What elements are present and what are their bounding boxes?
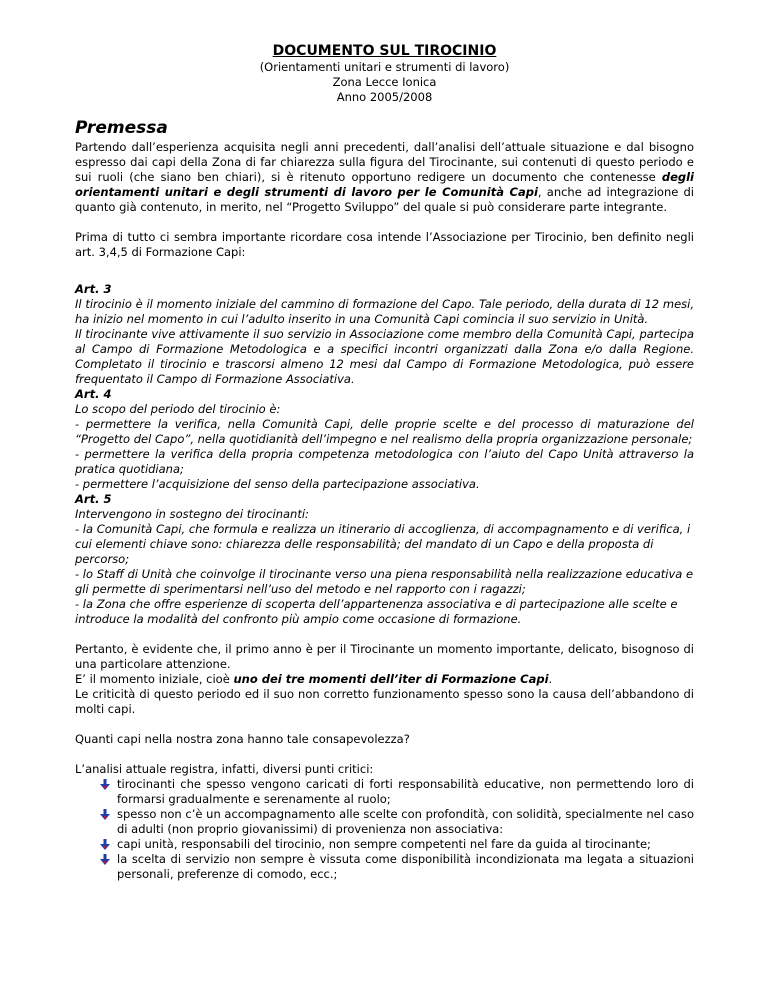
document-header (75, 42, 694, 105)
arrow-down-bullet-icon (100, 779, 110, 790)
list-item (100, 837, 694, 852)
question-paragraph: Quanti capi nella nostra zona hanno tale consapevolezza? (75, 732, 410, 746)
art3-paragraph-1: Il tirocinio è il momento iniziale del cammino di formazione del Capo. Tale periodo, della durata di 12 mesi, ha inizio nel momento in cui l’adulto inserito in una Comunità Capi comincia il suo servizio in Unità. (75, 297, 694, 326)
art5-line: - la Comunità Capi, che formula e realizza un itinerario di accoglienza, di accompagnamento e di verifica, i cui elementi chiave sono: chiarezza delle responsabilità; del mandato di un Capo e della proposta di percorso; (75, 522, 691, 566)
art5-line: Intervengono in sostegno dei tirocinanti: (75, 507, 309, 521)
art4-line: - permettere la verifica, nella Comunità Capi, delle proprie scelte e del processo di maturazione del “Progetto del Capo”, nella quotidianità dell’impegno e nel realismo della propria organizzazione personale; (75, 417, 694, 446)
body-text-a: E’ il momento iniziale, cioè (75, 672, 234, 686)
section-heading-premessa: Premessa (75, 118, 168, 138)
arrow-down-bullet-icon (100, 809, 110, 820)
body-text-c: . (548, 672, 553, 686)
art4-line: Lo scopo del periodo del tirocinio è: (75, 402, 281, 416)
intro-paragraph: Prima di tutto ci sembra importante ricordare cosa intende l’Associazione per Tirocinio, ben definito negli art. 3,4,5 di Formazione Capi: (75, 230, 694, 259)
premessa-paragraph (75, 140, 694, 215)
art4-line: - permettere la verifica della propria competenza metodologica con l’aiuto del Capo Unità attraverso la pratica quotidiana; (75, 447, 694, 476)
analysis-intro: L’analisi attuale registra, infatti, diversi punti critici: (75, 762, 374, 776)
art4-title: Art. 4 (75, 387, 112, 401)
page-subtitle: (Orientamenti unitari e strumenti di lavoro) (259, 60, 510, 74)
body-paragraph: Le criticità di questo periodo ed il suo non corretto funzionamento spesso sono la causa dell’abbandono di molti capi. (75, 687, 694, 716)
critical-points-list (75, 777, 694, 882)
art4-line: - permettere l’acquisizione del senso della partecipazione associativa. (75, 477, 480, 491)
document-page (75, 40, 694, 882)
art5-line: - lo Staff di Unità che coinvolge il tirocinante verso una piena responsabilità nella realizzazione educativa e gli permette di sperimentarsi nell’uso del metodo e nel rapporto con i ragazzi; (75, 567, 694, 596)
list-item-text: la scelta di servizio non sempre è vissuta come disponibilità incondizionata ma legata a situazioni personali, preferenze di comodo, ecc.; (117, 852, 694, 881)
art3-title: Art. 3 (75, 282, 112, 296)
body-paragraph: Pertanto, è evidente che, il primo anno è per il Tirocinante un momento importante, delicato, bisognoso di una particolare attenzione. (75, 642, 694, 671)
premessa-text-c: , anche ad integrazione di quanto già contenuto, in merito, nel “Progetto Sviluppo” del quale si può considerare parte integrante. (75, 185, 694, 214)
arrow-down-bullet-icon (100, 839, 110, 850)
list-item-text: capi unità, responsabili del tirocinio, non sempre competenti nel fare da guida al tirocinante; (117, 837, 651, 851)
premessa-text-a: Partendo dall’esperienza acquisita negli anni precedenti, dall’analisi dell’attuale situazione e dal bisogno espresso dai capi della Zona di far chiarezza sulla figura del Tirocinante, sui contenuti di questo periodo e sui ruoli (che siano ben chiari), si è ritenuto opportuno redigere un documento che contenesse (75, 140, 694, 184)
list-item-text: tirocinanti che spesso vengono caricati di forti responsabilità educative, non permettendo loro di formarsi gradualmente e serenamente al ruolo; (117, 777, 694, 806)
art5-line: - la Zona che offre esperienze di scoperta dell’appartenenza associativa e di partecipazione alle scelte e introduce la modalità del confronto più ampio come occasione di formazione. (75, 597, 678, 626)
page-title: DOCUMENTO SUL TIROCINIO (272, 43, 497, 59)
body-emphasis: uno dei tre momenti dell’iter di Formazione Capi (233, 672, 549, 686)
list-item (100, 807, 694, 837)
body-paragraph-emphasis (75, 672, 694, 687)
arrow-down-bullet-icon (100, 854, 110, 865)
list-item-text: spesso non c’è un accompagnamento alle scelte con profondità, con solidità, specialmente nel caso di adulti (non proprio giovanissimi) di provenienza non associativa: (117, 807, 694, 836)
art3-paragraph-2: Il tirocinante vive attivamente il suo servizio in Associazione come membro della Comunità Capi, partecipa al Campo di Formazione Metodologica e a specifici incontri organizzati dalla Zona e/o dalla Regione. Completato il tirocinio e trascorsi almeno 12 mesi dal Campo di Formazione Metodologica, può essere frequentato il Campo di Formazione Associativa. (75, 327, 694, 386)
year-label: Anno 2005/2008 (336, 90, 433, 104)
art5-title: Art. 5 (75, 492, 112, 506)
list-item (100, 777, 694, 807)
list-item (100, 852, 694, 882)
premessa-emphasis: degli orientamenti unitari e degli strumenti di lavoro per le Comunità Capi (75, 170, 694, 199)
zone-label: Zona Lecce Ionica (332, 75, 437, 89)
